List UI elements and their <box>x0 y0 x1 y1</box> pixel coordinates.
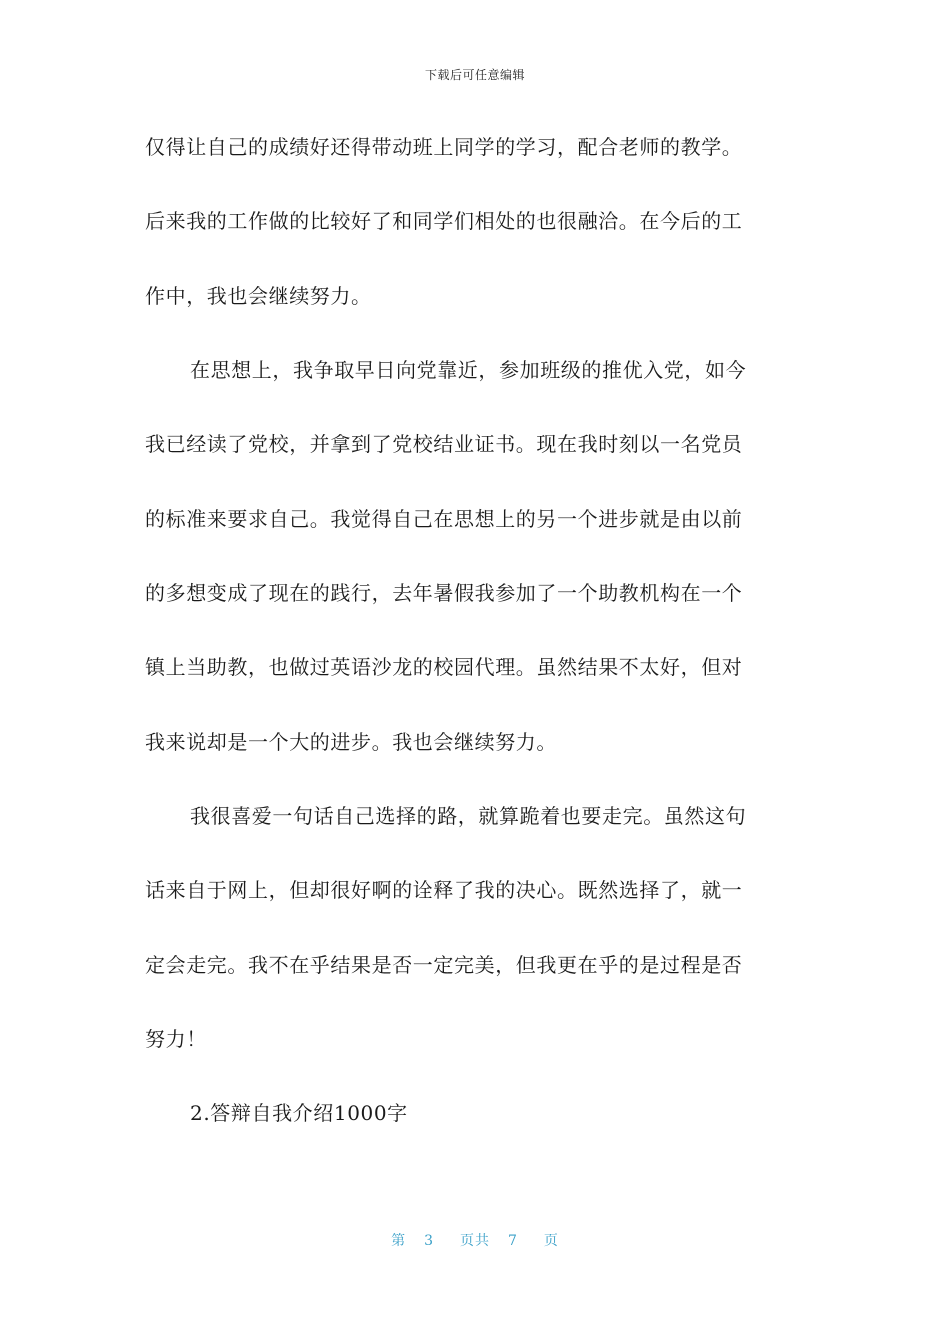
footer-page-number: 3 <box>424 1233 434 1249</box>
text-line: 仅得让自己的成绩好还得带动班上同学的学习，配合老师的教学。 <box>145 135 743 159</box>
text-line: 定会走完。我不在乎结果是否一定完美，但我更在乎的是过程是否 <box>145 953 743 977</box>
paragraph-start-line: 我很喜爱一句话自己选择的路，就算跪着也要走完。虽然这句 <box>190 804 747 828</box>
text-line: 我已经读了党校，并拿到了党校结业证书。现在我时刻以一名党员 <box>145 432 743 456</box>
page-header-note: 下载后可任意编辑 <box>424 68 525 82</box>
footer-total-pages: 7 <box>508 1233 518 1249</box>
text-line: 的标准来要求自己。我觉得自己在思想上的另一个进步就是由以前 <box>145 507 743 531</box>
text-line: 作中，我也会继续努力。 <box>145 284 372 308</box>
text-line: 镇上当助教，也做过英语沙龙的校园代理。虽然结果不太好，但对 <box>145 655 743 679</box>
text-line: 话来自于网上，但却很好啊的诠释了我的决心。既然选择了，就一 <box>145 878 743 902</box>
paragraph-start-line: 在思想上，我争取早日向党靠近，参加班级的推优入党，如今 <box>190 358 747 382</box>
text-line: 我来说却是一个大的进步。我也会继续努力。 <box>145 730 557 754</box>
footer-suffix: 页 <box>543 1233 559 1249</box>
section-heading: 2.答辩自我介绍1000字 <box>190 1101 408 1125</box>
text-line: 后来我的工作做的比较好了和同学们相处的也很融洽。在今后的工 <box>145 209 743 233</box>
footer-prefix: 第 <box>391 1233 407 1249</box>
text-line: 努力！ <box>145 1027 207 1051</box>
text-line: 的多想变成了现在的践行，去年暑假我参加了一个助教机构在一个 <box>145 581 743 605</box>
page-footer <box>0 1230 950 1250</box>
footer-middle: 页共 <box>460 1233 490 1249</box>
